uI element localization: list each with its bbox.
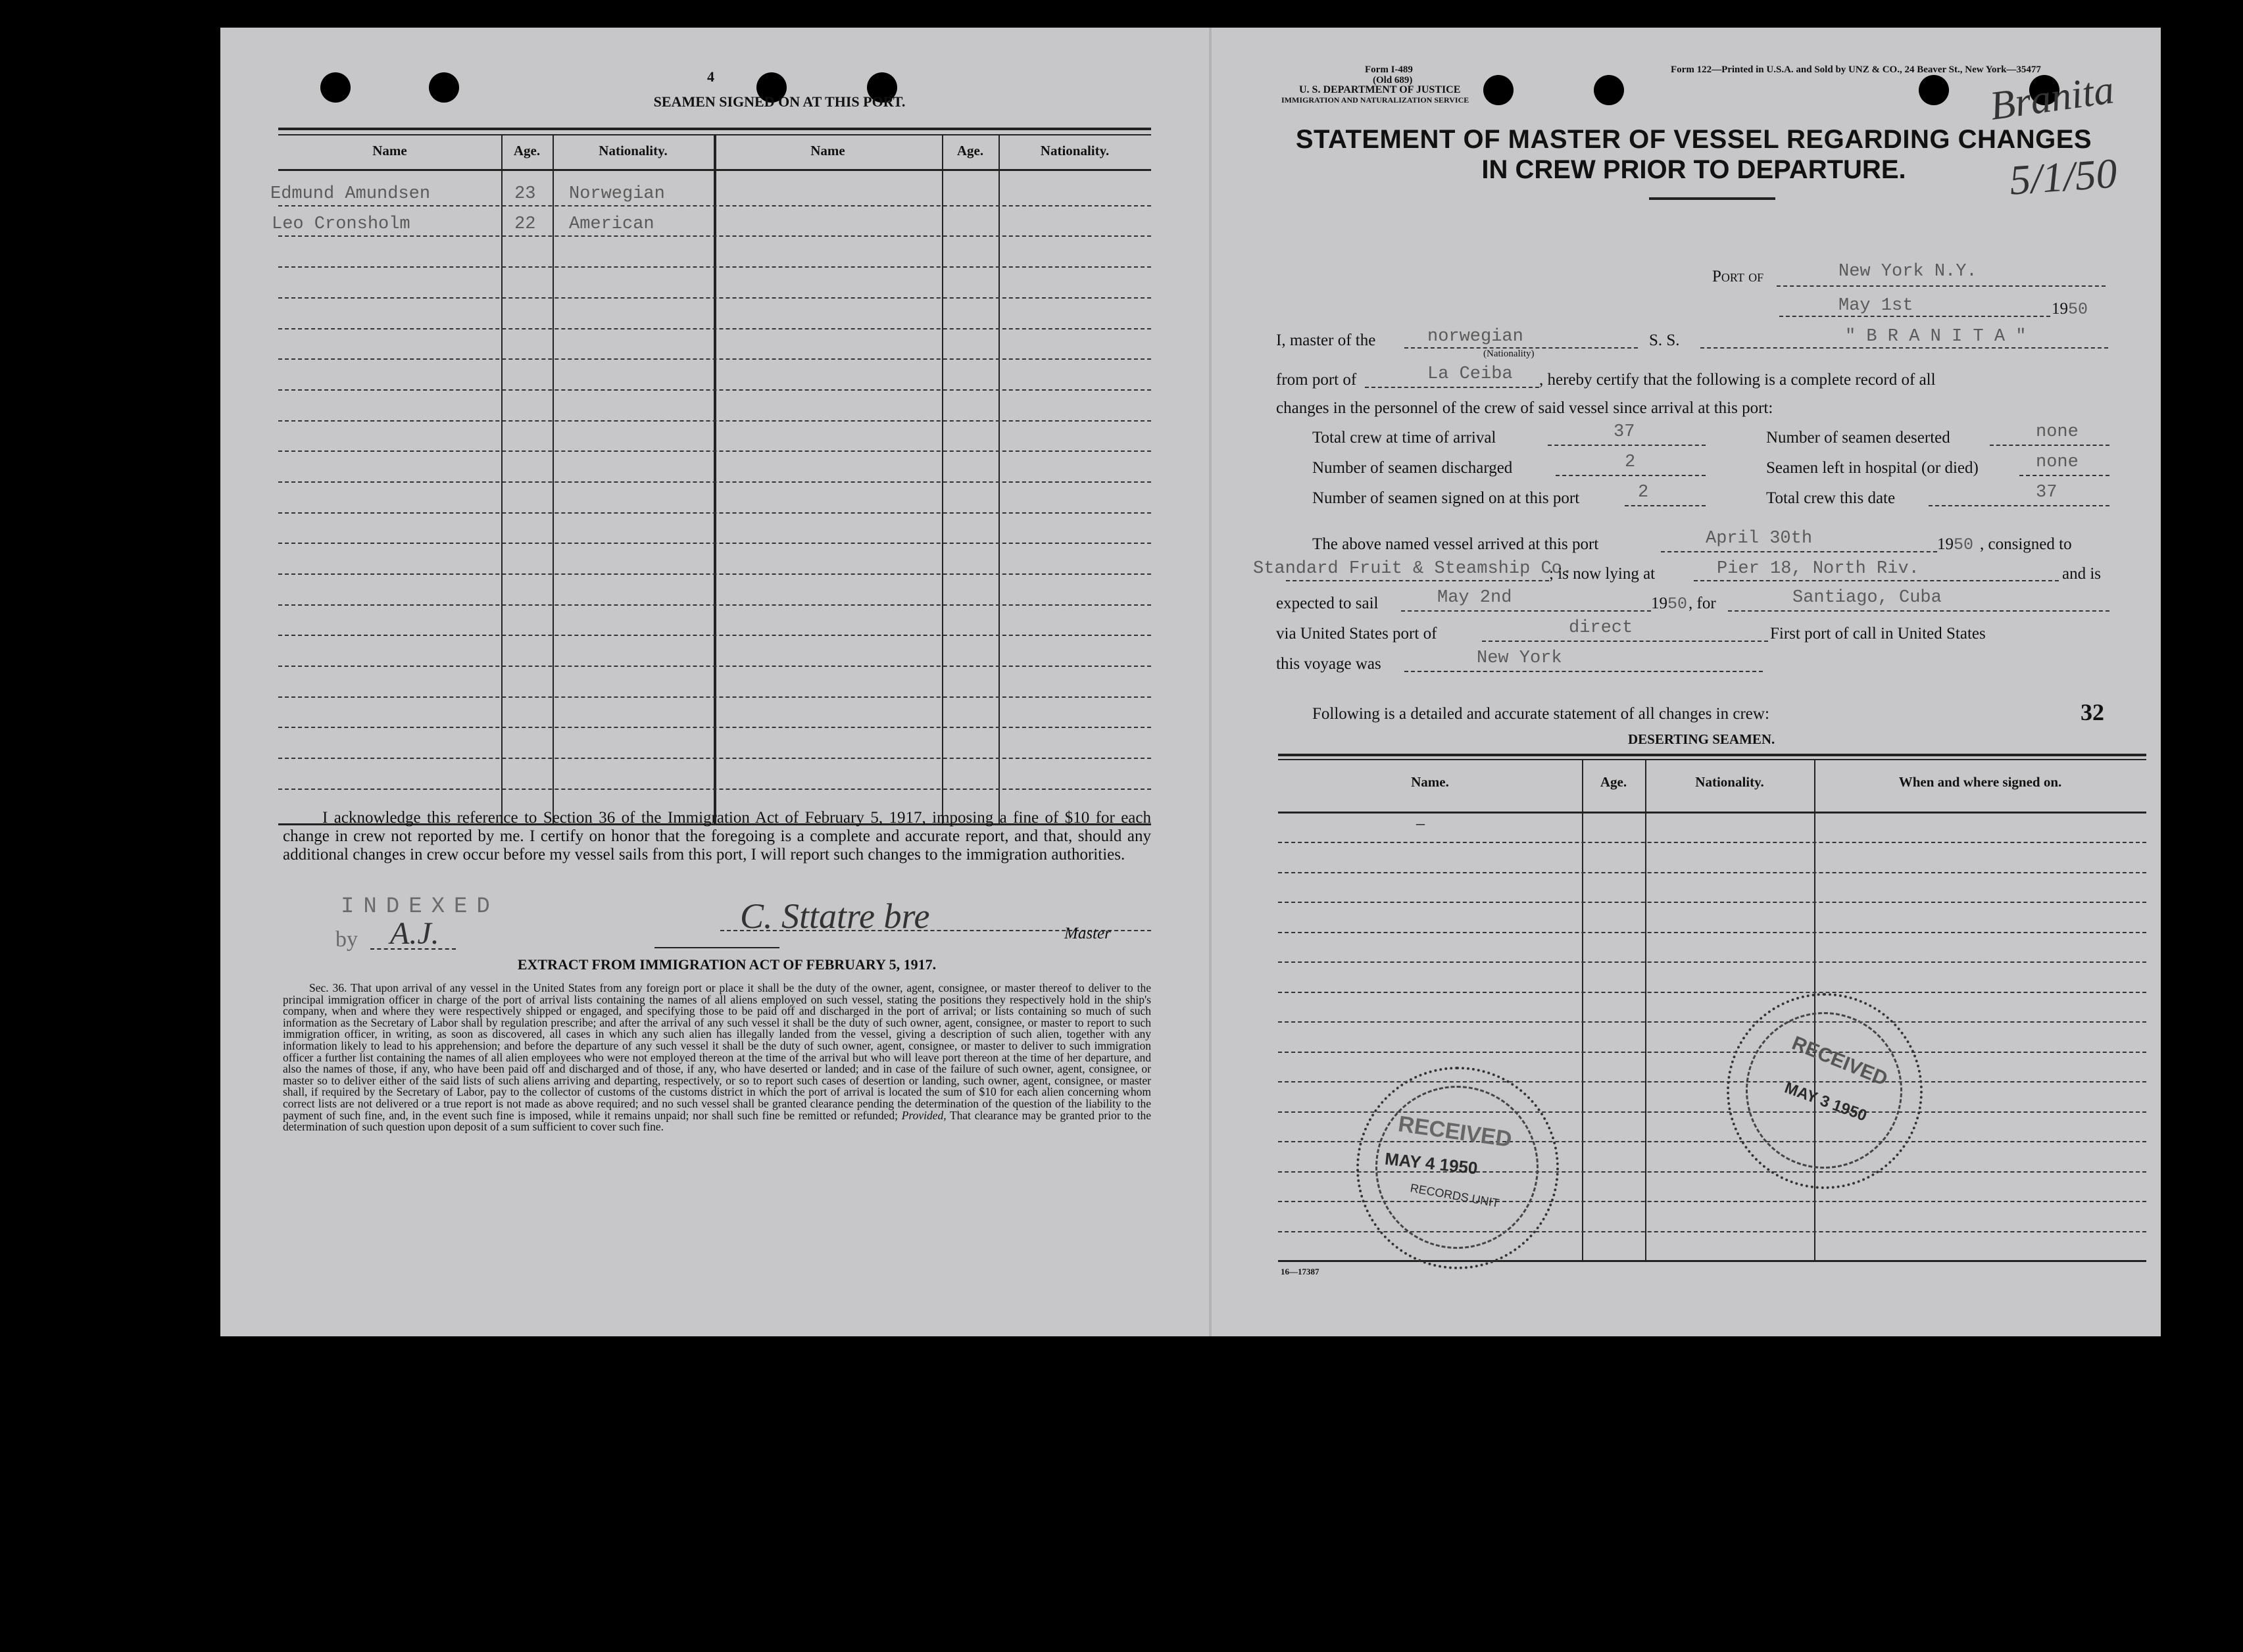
voyage-value: New York <box>1477 648 1562 668</box>
via-line <box>1482 641 1768 642</box>
row-rule <box>278 666 1151 667</box>
lying-value: Pier 18, North Riv. <box>1717 559 1919 579</box>
consignee-line <box>1286 580 1549 581</box>
for-label: , for <box>1688 595 1716 612</box>
title-rule <box>1649 197 1775 200</box>
row-rule <box>278 205 1151 206</box>
deserted-line <box>1990 445 2109 446</box>
consignee-value: Standard Fruit & Steamship Co. <box>1253 559 1573 579</box>
row-rule <box>278 266 1151 268</box>
desert-col-age: Age. <box>1600 774 1627 790</box>
ship-name-line <box>1700 347 2108 349</box>
row-rule <box>278 758 1151 759</box>
form-number: Form I-489 <box>1365 64 1413 75</box>
indexed-by-label: by <box>335 927 358 952</box>
signed-on-line <box>1625 505 1706 506</box>
deserting-heading: DESERTING SEAMEN. <box>1628 731 1775 747</box>
date-line <box>1779 316 2050 317</box>
row-rule <box>278 481 1151 483</box>
service: IMMIGRATION AND NATURALIZATION SERVICE <box>1281 95 1469 105</box>
row-rule <box>278 543 1151 544</box>
arrived-line <box>1661 551 1937 552</box>
year-prefix: 19 <box>1937 535 1954 553</box>
total-crew-arrival: 37 <box>1614 422 1635 442</box>
voyage-label: this voyage was <box>1276 655 1381 673</box>
row-rule <box>278 727 1151 728</box>
col-header-name: Name <box>372 143 407 158</box>
desert-column-divider <box>1582 759 1583 1260</box>
row-rule <box>278 696 1151 698</box>
via-label: via United States port of <box>1276 625 1437 643</box>
extract-heading: EXTRACT FROM IMMIGRATION ACT OF FEBRUARY 5, 1917. <box>517 956 937 973</box>
desert-table-bottom <box>1278 1260 2146 1262</box>
form-code: 16—17387 <box>1281 1267 1319 1276</box>
desert-row-rule <box>1278 961 2146 963</box>
stamp-date: MAY 3 1950 <box>1782 1079 1869 1125</box>
from-port-value: La Ceiba <box>1427 364 1513 384</box>
ss-label: S. S. <box>1649 331 1680 349</box>
column-divider <box>942 134 943 825</box>
row-rule <box>278 604 1151 606</box>
row-rule <box>278 420 1151 422</box>
handwritten-ship-name: Branita <box>1987 67 2117 129</box>
provided-word: Provided, <box>901 1108 947 1122</box>
stamp-received-text: RECEIVED <box>1788 1032 1891 1090</box>
stamp-received-text: RECEIVED <box>1396 1111 1514 1152</box>
port-of-line <box>1777 285 2106 287</box>
year-suffix: 50 <box>1954 535 1974 554</box>
total-crew-date-line <box>1929 505 2109 506</box>
date-year <box>2052 300 2088 319</box>
desert-dash: – <box>1416 814 1425 833</box>
certify-text-2: changes in the personnel of the crew of said vessel since arrival at this port: <box>1276 399 1773 417</box>
crew-name: Leo Cronsholm <box>272 214 410 234</box>
column-divider <box>553 134 554 825</box>
via-value: direct <box>1569 618 1633 638</box>
form-title-line1: STATEMENT OF MASTER OF VESSEL REGARDING CHANGES <box>1295 125 2092 154</box>
crew-age: 22 <box>514 214 536 234</box>
row-rule <box>278 358 1151 360</box>
form-old-number: (Old 689) <box>1373 75 1413 85</box>
discharged-label: Number of seamen discharged <box>1312 459 1513 477</box>
certify-text: , hereby certify that the following is a complete record of all <box>1539 371 1936 389</box>
desert-row-rule <box>1278 842 2146 843</box>
signed-on-label: Number of seamen signed on at this port <box>1312 489 1580 507</box>
arrived-year <box>1937 535 1973 554</box>
row-rule <box>278 450 1151 452</box>
section-body: That upon arrival of any vessel in the United States from any foreign port or place it shall be the duty of the owner, agent, consignee, or master thereof to deliver to the principal immigration officer in charge of the port of arrival lists containing the names of all aliens employed on such vessel, stating the positions they respectively hold in the ship's company, when and where they were respectively shipped or engaged, and specifying those to be paid off and discharged in the port of arrival; or lists containing so much of such information as the Secretary of Labor shall by regulation prescribe; and after the arrival of any such vessel it shall be the duty of such owner, agent, consignee, or master to report to such immigration officer, in writing, as soon as discovered, all cases in which any such alien has illegally landed from the vessel, giving a description of such alien, together with any information likely to lead to his apprehension; and before the departure of any such vessel it shall be the duty of such owner, agent, consignee, or master to deliver to such immigration officer a further list containing the names of all alien employees who were not employed thereon at the time of the arrival but who will leave port thereon at the time of her departure, and also the names of those, if any, who have been paid off and discharged and of those, if any, who have deserted or landed; and in case of the failure of such owner, agent, consignee, or master so to deliver either of the said lists of such aliens arriving and departing, respectively, or so to report such cases of desertion or landing, such owner, agent, consignee, or master shall, if required by the Secretary of Labor, pay to the collector of customs of the customs district in which the port of arrival is located the sum of $10 for each alien concerning whom correct lists are not delivered or a true report is not made as above required; and no such vessel shall be granted clearance pending the determination of the question of the liability to the payment of such fine, and, in the event such fine is imposed, while it remains unpaid; nor shall such fine be remitted or refunded; <box>283 981 1151 1122</box>
year-prefix: 19 <box>2052 300 2068 318</box>
arrived-value: April 30th <box>1706 529 1813 548</box>
row-rule <box>278 635 1151 636</box>
discharged-value: 2 <box>1625 452 1636 472</box>
deserted-label: Number of seamen deserted <box>1766 429 1950 447</box>
row-rule <box>278 328 1151 329</box>
row-rule <box>278 297 1151 299</box>
received-stamp <box>1727 993 1923 1189</box>
nationality-value: norwegian <box>1427 327 1523 347</box>
voyage-line <box>1404 671 1763 672</box>
desert-table-top <box>1278 759 2146 760</box>
col-header-name: Name <box>810 143 845 158</box>
crew-age: 23 <box>514 184 536 204</box>
page-number: 4 <box>707 68 714 85</box>
desert-row-rule <box>1278 902 2146 903</box>
master-of-label: I, master of the <box>1276 331 1376 349</box>
hospital-value: none <box>2036 452 2079 472</box>
indexed-stamp: INDEXED <box>341 894 499 919</box>
desert-col-name: Name. <box>1411 774 1449 790</box>
crew-name: Edmund Amundsen <box>270 184 431 204</box>
total-crew-date: 37 <box>2036 483 2058 502</box>
column-divider <box>501 134 503 825</box>
row-rule <box>278 235 1151 237</box>
section-36-text <box>283 983 1151 1133</box>
punch-hole <box>1919 75 1949 105</box>
expected-label: expected to sail <box>1276 595 1379 612</box>
total-crew-date-label: Total crew this date <box>1766 489 1896 507</box>
row-rule <box>278 573 1151 575</box>
master-signature: C. Sttatre bre <box>740 896 930 936</box>
section-body-end: That clearance may be granted prior to the determination of such question upon deposit of a sum sufficient to cover such fine. <box>283 1108 1152 1134</box>
desert-col-nationality: Nationality. <box>1695 774 1764 790</box>
page-fold <box>1209 28 1212 1336</box>
nationality-caption: (Nationality) <box>1483 349 1535 359</box>
following-text: Following is a detailed and accurate statement of all changes in crew: <box>1312 705 1769 723</box>
from-port-label: from port of <box>1276 371 1357 389</box>
year-prefix: 19 <box>1651 595 1667 612</box>
first-port-label: First port of call in United States <box>1770 625 1986 643</box>
indexed-by-initials: A.J. <box>390 916 439 951</box>
punch-hole <box>1483 75 1514 105</box>
lying-label: ; is now lying at <box>1549 565 1656 583</box>
desert-row-rule <box>1278 992 2146 993</box>
stamp-ring <box>1746 1012 1902 1169</box>
indexed-line <box>370 948 456 950</box>
from-port-line <box>1365 387 1539 388</box>
row-rule <box>278 512 1151 514</box>
consigned-label: , consigned to <box>1980 535 2072 553</box>
and-is-label: and is <box>2062 565 2102 583</box>
printer-line: Form 122—Printed in U.S.A. and Sold by UNZ & CO., 24 Beaver St., New York—35477 <box>1671 64 2041 75</box>
port-of-value: New York N.Y. <box>1838 262 1977 281</box>
desert-table-top <box>1278 754 2146 756</box>
department: U. S. DEPARTMENT OF JUSTICE <box>1299 84 1461 95</box>
expected-year <box>1651 595 1687 614</box>
year-suffix: 50 <box>1667 595 1688 614</box>
hospital-label: Seamen left in hospital (or died) <box>1766 459 1979 477</box>
desert-col-signed-on: When and where signed on. <box>1898 774 2062 790</box>
desert-row-rule <box>1278 932 2146 933</box>
for-value: Santiago, Cuba <box>1792 588 1942 608</box>
column-divider <box>998 134 1000 825</box>
crew-nationality: American <box>569 214 654 234</box>
col-header-nationality: Nationality. <box>599 143 668 158</box>
form-title-line2: IN CREW PRIOR TO DEPARTURE. <box>1481 155 1906 184</box>
section-heading: SEAMEN SIGNED ON AT THIS PORT. <box>653 93 906 110</box>
ship-name: " B R A N I T A " <box>1845 327 2027 347</box>
date-value: May 1st <box>1838 296 1913 316</box>
acknowledgement-text: I acknowledge this reference to Section 36 of the Immigration Act of February 5, 1917, imposing a fine of $10 for each change in crew not reported by me. I certify on honor that the foregoing is a complete and accurate report, and that, should any additional changes in crew occur before my vessel sails from this port, I will report such changes to the immigration authorities. <box>283 809 1151 863</box>
for-line <box>1728 610 2109 612</box>
lying-line <box>1694 580 2059 581</box>
total-crew-arrival-label: Total crew at time of arrival <box>1312 429 1496 447</box>
handwritten-date: 5/1/50 <box>2008 149 2119 204</box>
table-top-rule <box>278 128 1151 130</box>
col-header-nationality: Nationality. <box>1040 143 1110 158</box>
expected-line <box>1401 610 1651 612</box>
section-label: Sec. 36. <box>309 981 347 994</box>
col-header-age: Age. <box>956 143 984 158</box>
page-number-32: 32 <box>2081 699 2104 725</box>
desert-column-divider <box>1645 759 1646 1260</box>
crew-nationality: Norwegian <box>569 184 665 204</box>
desert-row-rule <box>1278 1021 2146 1023</box>
document-sheet <box>220 28 2161 1336</box>
master-label: Master <box>1064 925 1111 942</box>
port-of-label: Port of <box>1712 268 1764 285</box>
punch-hole <box>320 72 351 103</box>
punch-hole <box>429 72 459 103</box>
stamp-unit: RECORDS UNIT <box>1409 1181 1500 1210</box>
col-header-age: Age. <box>513 143 541 158</box>
row-rule <box>278 389 1151 391</box>
discharged-line <box>1556 475 1706 476</box>
expected-value: May 2nd <box>1437 588 1512 608</box>
stamp-date: MAY 4 1950 <box>1383 1148 1479 1178</box>
arrived-label: The above named vessel arrived at this port <box>1312 535 1599 553</box>
column-divider <box>714 134 716 825</box>
punch-hole <box>1594 75 1624 105</box>
extract-rule <box>654 947 779 948</box>
signed-on-value: 2 <box>1638 483 1649 502</box>
desert-row-rule <box>1278 1052 2146 1053</box>
hospital-line <box>2019 475 2109 476</box>
desert-header-rule <box>1278 812 2146 814</box>
deserted-value: none <box>2036 422 2079 442</box>
total-crew-arrival-line <box>1548 445 1706 446</box>
row-rule <box>278 789 1151 790</box>
year-suffix: 50 <box>2068 300 2088 319</box>
desert-row-rule <box>1278 872 2146 873</box>
